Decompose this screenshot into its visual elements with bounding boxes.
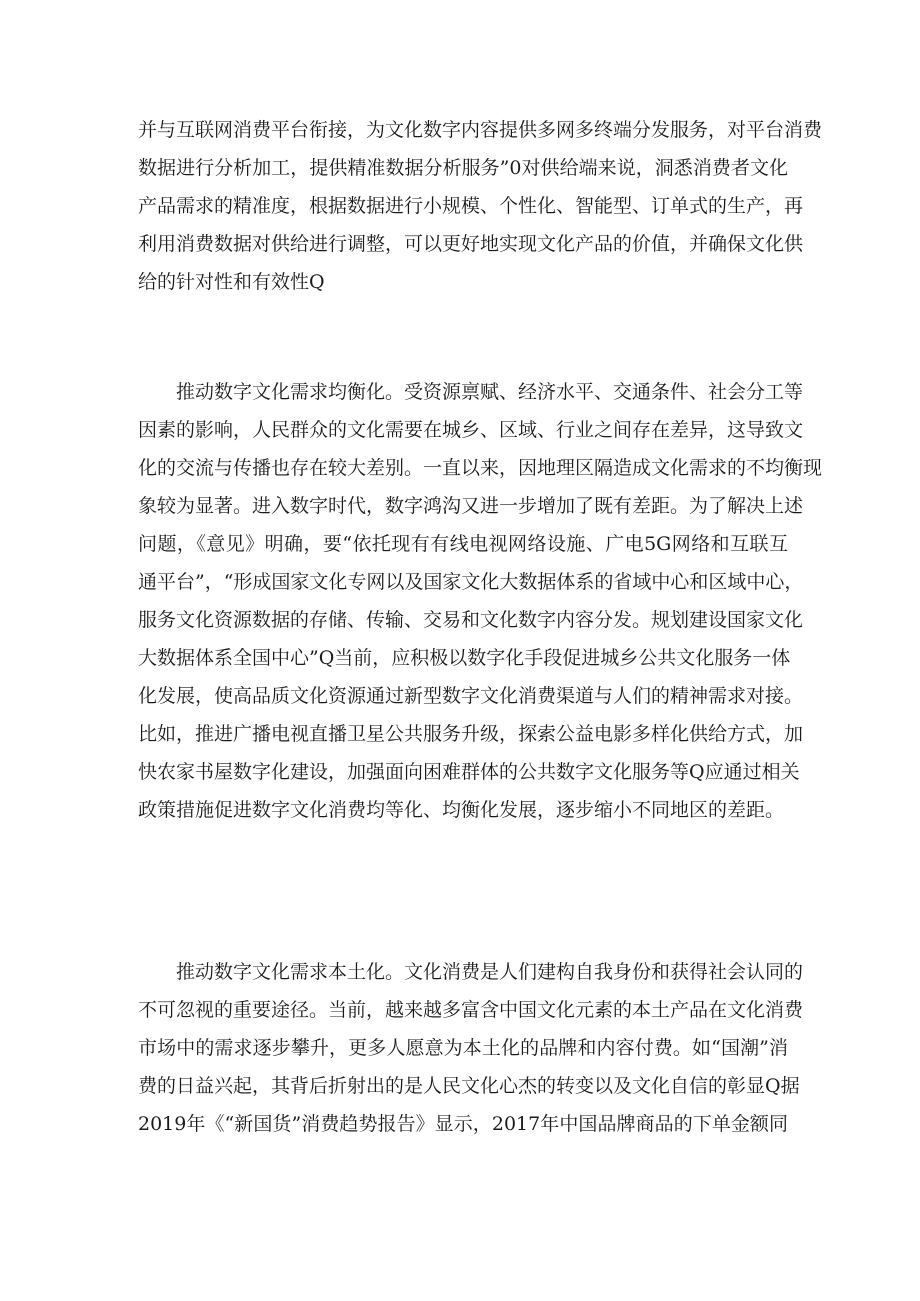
paragraph-line: 2019年《“新国货”消费趋势报告》显示，2017年中国品牌商品的下单金额同 <box>138 1113 788 1135</box>
paragraph-line: 象较为显著。进入数字时代，数字鸿沟又进一步增加了既有差距。为了解决上述 <box>138 495 804 517</box>
paragraph-line: 化发展，使高品质文化资源通过新型数字文化消费渠道与人们的精神需求对接。 <box>138 685 804 707</box>
paragraph-line: 市场中的需求逐步攀升，更多人愿意为本土化的品牌和内容付费。如“国潮”消 <box>138 1037 788 1059</box>
paragraph-line: 并与互联网消费平台衔接，为文化数字内容提供多网多终端分发服务，对平台消费 <box>138 119 823 141</box>
paragraph-line: 给的针对性和有效性Q <box>138 271 325 293</box>
paragraph-line: 大数据体系全国中心”Q当前，应积极以数字化手段促进城乡公共文化服务一体 <box>138 647 791 669</box>
paragraph-3 <box>138 953 804 1143</box>
paragraph-1 <box>138 111 823 301</box>
paragraph-line: 利用消费数据对供给进行调整，可以更好地实现文化产品的价值，并确保文化供 <box>138 233 804 255</box>
paragraph-line: 因素的影响，人民群众的文化需要在城乡、区域、行业之间存在差异，这导致文 <box>138 419 804 441</box>
paragraph-line: 不可忽视的重要途径。当前，越来越多富含中国文化元素的本土产品在文化消费 <box>138 999 804 1021</box>
paragraph-line: 推动数字文化需求均衡化。受资源禀赋、经济水平、交通条件、社会分工等 <box>176 381 804 403</box>
paragraph-line: 通平台”，“形成国家文化专网以及国家文化大数据体系的省域中心和区域中心， <box>138 571 804 593</box>
paragraph-2 <box>138 373 823 829</box>
paragraph-line: 问题，《意见》明确，要“依托现有有线电视网络设施、广电5G网络和互联互 <box>138 533 788 555</box>
paragraph-line: 产品需求的精准度，根据数据进行小规模、个性化、智能型、订单式的生产，再 <box>138 195 804 217</box>
paragraph-line: 化的交流与传播也存在较大差别。一直以来，因地理区隔造成文化需求的不均衡现 <box>138 457 823 479</box>
paragraph-line: 政策措施促进数字文化消费均等化、均衡化发展，逐步缩小不同地区的差距。 <box>138 799 785 821</box>
paragraph-line: 数据进行分析加工，提供精准数据分析服务”0对供给端来说，洞悉消费者文化 <box>138 157 788 179</box>
paragraph-line: 快农家书屋数字化建设，加强面向困难群体的公共数字文化服务等Q应通过相关 <box>138 761 800 783</box>
paragraph-line: 费的日益兴起，其背后折射出的是人民文化心杰的转变以及文化自信的彰显Q据 <box>138 1075 800 1097</box>
paragraph-line: 服务文化资源数据的存储、传输、交易和文化数字内容分发。规划建设国家文化 <box>138 609 804 631</box>
paragraph-line: 比如，推进广播电视直播卫星公共服务升级，探索公益电影多样化供给方式，加 <box>138 723 804 745</box>
paragraph-line: 推动数字文化需求本土化。文化消费是人们建构自我身份和获得社会认同的 <box>176 961 804 983</box>
